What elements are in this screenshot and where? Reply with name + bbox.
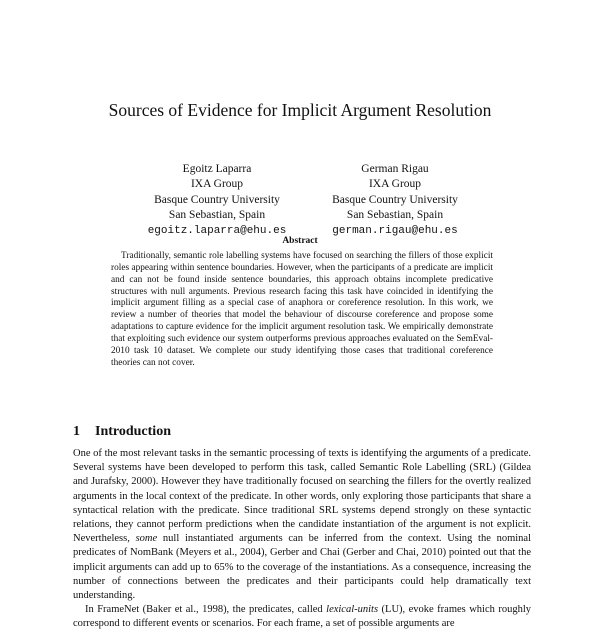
paragraph-text: One of the most relevant tasks in the semantic processing of texts is identifying the arguments of a predicate. Several systems have been developed to perform this task, called Semantic Role Labelling (SRL) (Gildea and Jurafsky, 2000). However they have traditionally focused on searching the fillers for the overtly realized arguments in the local context of the predicate. In other words, only exploring those participants that share a syntactical relation with the predicate. Since traditional SRL systems depend strongly on these syntactic relations, they cannot perform predictions when the candidate instantiation of the argument is not explicit. Nevertheless, (73, 448, 531, 545)
introduction-body (73, 447, 531, 632)
author-email: egoitz.laparra@ehu.es (147, 224, 287, 237)
author-university: Basque Country University (154, 193, 280, 206)
author-location: San Sebastian, Spain (346, 209, 444, 222)
abstract-body (111, 251, 493, 369)
section-title: Introduction (95, 424, 171, 439)
author-name: German Rigau (361, 163, 429, 175)
paper-title: Sources of Evidence for Implicit Argument Resolution (108, 100, 492, 120)
abstract-paragraph: Traditionally, semantic role labelling systems have focused on searching the fillers of those explicit roles appearing within sentence boundaries. However, when the participants of a predicate are implicit and can not be found inside sentence boundaries, this approach obtains incomplete predicative structures with null arguments. Previous research facing this task have coincided in identifying the implicit argument filling as a special case of anaphora or coreference resolution. In this work, we review a number of theories that model the behaviour of discourse coreference and propose some adaptations to capture evidence for the implicit argument resolution task. We empirically demonstrate that exploiting such evidence our system outperforms previous approaches evaluated on the SemEval-2010 task 10 dataset. We complete our study identifying those cases that traditional coreference theories can not cover. (111, 251, 493, 368)
author-university: Basque Country University (332, 193, 458, 206)
section-heading-introduction (73, 423, 171, 441)
emphasis-text: some (135, 533, 158, 545)
paragraph-text: null instantiated arguments can be inferred from the context. Using the nominal predicates of NomBank (Meyers et al., 2004), Gerber and Chai (Gerber and Chai, 2010) pointed out that the implicit arguments can add up to 65% to the coverage of the instantiations. As a consequence, increasing the number of connections between the predicates and their participants could help dramatically text understanding. (73, 533, 532, 602)
body-paragraph (73, 447, 531, 603)
paragraph-text: In FrameNet (Baker et al., 1998), the predicates, called (85, 604, 327, 616)
author-email: german.rigau@ehu.es (332, 224, 458, 237)
abstract-heading: Abstract (282, 236, 318, 246)
author-location: San Sebastian, Spain (168, 209, 266, 222)
author-name: Egoitz Laparra (182, 163, 252, 175)
author-block-1 (122, 162, 312, 239)
section-number: 1 (73, 424, 80, 439)
author-group: IXA Group (190, 178, 244, 191)
body-paragraph (73, 603, 531, 631)
author-block-2 (300, 162, 490, 239)
author-group: IXA Group (368, 178, 422, 191)
emphasis-text: lexical-units (326, 604, 379, 616)
paragraph-text: (LU), evoke frames which roughly correspond to different events or scenarios. For each frame, a set of possible arguments are (73, 604, 532, 630)
